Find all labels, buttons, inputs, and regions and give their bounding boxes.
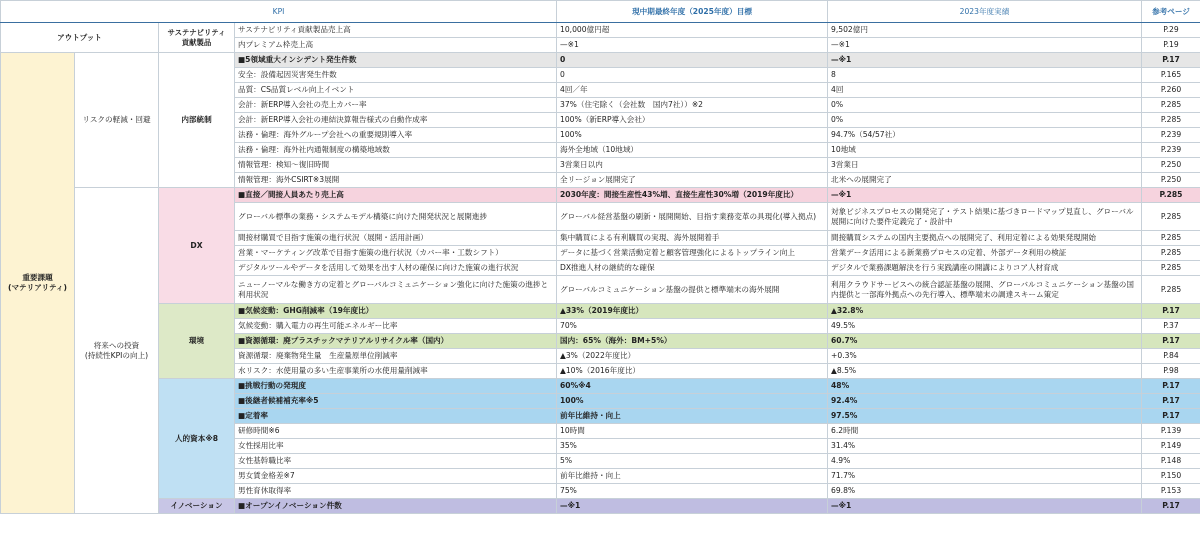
target-cell: 前年比維持・向上: [557, 469, 828, 484]
ref-cell: P.17: [1142, 409, 1200, 424]
ref-cell: P.17: [1142, 379, 1200, 394]
target-cell: —※1: [557, 38, 828, 53]
actual-cell: —※1: [828, 38, 1142, 53]
ref-cell: P.260: [1142, 83, 1200, 98]
target-cell: 100%: [557, 128, 828, 143]
target-cell: グローバル経営基盤の刷新・展開開始、目指す業務変革の具現化(導入拠点): [557, 203, 828, 231]
actual-cell: ▲8.5%: [828, 364, 1142, 379]
actual-cell: 0%: [828, 98, 1142, 113]
ref-cell: P.250: [1142, 158, 1200, 173]
kpi-cell: サステナビリティ貢献製品売上高: [235, 23, 557, 38]
target-header: 現中期最終年度（2025年度）目標: [557, 1, 828, 23]
actual-cell: —※1: [828, 188, 1142, 203]
target-cell: 3営業日以内: [557, 158, 828, 173]
group-environment: 環境: [159, 304, 235, 379]
target-cell: 国内：65%（海外：BM+5%）: [557, 334, 828, 349]
actual-cell: 60.7%: [828, 334, 1142, 349]
kpi-cell: ■オープンイノベーション件数: [235, 499, 557, 514]
kpi-cell: グローバル標準の業務・システムモデル構築に向けた開発状況と展開進捗: [235, 203, 557, 231]
subcategory-risk: リスクの軽減・回避: [75, 53, 159, 188]
ref-cell: P.19: [1142, 38, 1200, 53]
actual-cell: 69.8%: [828, 484, 1142, 499]
kpi-cell: ■5領域重大インシデント発生件数: [235, 53, 557, 68]
target-cell: 70%: [557, 319, 828, 334]
kpi-cell: デジタルツールやデータを活用して効果を出す人材の確保に向けた施策の進行状況: [235, 261, 557, 276]
target-cell: ▲33%（2019年度比）: [557, 304, 828, 319]
category-materiality: 重要課題 (マテリアリティ): [1, 53, 75, 514]
actual-cell: デジタルで業務課題解決を行う実践講座の開講によりコア人材育成: [828, 261, 1142, 276]
kpi-cell: ■資源循環：廃プラスチックマテリアルリサイクル率（国内）: [235, 334, 557, 349]
actual-cell: 10地域: [828, 143, 1142, 158]
actual-cell: 71.7%: [828, 469, 1142, 484]
kpi-cell: 内プレミアム枠売上高: [235, 38, 557, 53]
kpi-cell: ■気候変動：GHG削減率（19年度比）: [235, 304, 557, 319]
ref-cell: P.250: [1142, 173, 1200, 188]
target-cell: 2030年度：間接生産性43%増、直接生産性30%増（2019年度比）: [557, 188, 828, 203]
group-internal-control: 内部統制: [159, 53, 235, 188]
target-cell: 0: [557, 68, 828, 83]
group-dx: DX: [159, 188, 235, 304]
target-cell: 全リージョン展開完了: [557, 173, 828, 188]
target-cell: 0: [557, 53, 828, 68]
ref-header: 参考ページ: [1142, 1, 1200, 23]
ref-cell: P.285: [1142, 246, 1200, 261]
target-cell: 海外全地域（10地域）: [557, 143, 828, 158]
target-cell: データに基づく営業活動定着と顧客管理強化によるトップライン向上: [557, 246, 828, 261]
ref-cell: P.285: [1142, 188, 1200, 203]
ref-cell: P.17: [1142, 53, 1200, 68]
kpi-cell: 会計：新ERP導入会社の連結決算報告様式の自動作成率: [235, 113, 557, 128]
kpi-cell: 女性基幹職比率: [235, 454, 557, 469]
actual-cell: 94.7%（54/57社）: [828, 128, 1142, 143]
kpi-cell: 研修時間※6: [235, 424, 557, 439]
actual-cell: 6.2時間: [828, 424, 1142, 439]
target-cell: グローバルコミュニケーション基盤の提供と標準端末の海外展開: [557, 276, 828, 304]
kpi-cell: ニューノーマルな働き方の定着とグローバルコミュニケーション強化に向けた施策の進捗と利用状況: [235, 276, 557, 304]
ref-cell: P.17: [1142, 304, 1200, 319]
actual-cell: 8: [828, 68, 1142, 83]
actual-cell: 97.5%: [828, 409, 1142, 424]
target-cell: 集中購買による有利購買の実現、海外展開着手: [557, 231, 828, 246]
actual-cell: 31.4%: [828, 439, 1142, 454]
target-cell: DX推進人材の継続的な確保: [557, 261, 828, 276]
actual-header: 2023年度実績: [828, 1, 1142, 23]
target-cell: 75%: [557, 484, 828, 499]
target-cell: 37%（住宅除く（会社数 国内7社））※2: [557, 98, 828, 113]
kpi-cell: ■直接／間接人員あたり売上高: [235, 188, 557, 203]
kpi-cell: 法務・倫理：海外社内通報制度の構築地域数: [235, 143, 557, 158]
actual-cell: 北米への展開完了: [828, 173, 1142, 188]
kpi-cell: 会計：新ERP導入会社の売上カバー率: [235, 98, 557, 113]
kpi-cell: 水リスク：水使用量の多い生産事業所の水使用量削減率: [235, 364, 557, 379]
kpi-cell: 男性育休取得率: [235, 484, 557, 499]
target-cell: ▲3%（2022年度比）: [557, 349, 828, 364]
target-cell: 100%（新ERP導入会社）: [557, 113, 828, 128]
target-cell: 10,000億円超: [557, 23, 828, 38]
ref-cell: P.285: [1142, 113, 1200, 128]
ref-cell: P.149: [1142, 439, 1200, 454]
target-cell: —※1: [557, 499, 828, 514]
ref-cell: P.165: [1142, 68, 1200, 83]
kpi-cell: 間接材購買で目指す施策の進行状況（展開・活用計画）: [235, 231, 557, 246]
ref-cell: P.285: [1142, 261, 1200, 276]
group-human-capital: 人的資本※8: [159, 379, 235, 499]
kpi-cell: 女性採用比率: [235, 439, 557, 454]
kpi-cell: 資源循環：廃棄物発生量 生産量原単位削減率: [235, 349, 557, 364]
kpi-cell: 品質：CS品質レベル向上イベント: [235, 83, 557, 98]
kpi-cell: ■挑戦行動の発現度: [235, 379, 557, 394]
kpi-cell: ■後継者候補補充率※5: [235, 394, 557, 409]
ref-cell: P.98: [1142, 364, 1200, 379]
kpi-cell: 営業・マーケティング改革で目指す施策の進行状況（カバー率・工数シフト）: [235, 246, 557, 261]
ref-cell: P.29: [1142, 23, 1200, 38]
ref-cell: P.37: [1142, 319, 1200, 334]
actual-cell: 92.4%: [828, 394, 1142, 409]
target-cell: 4回／年: [557, 83, 828, 98]
kpi-cell: 情報管理：海外CSIRT※3展開: [235, 173, 557, 188]
ref-cell: P.139: [1142, 424, 1200, 439]
kpi-cell: 安全：設備起因災害発生件数: [235, 68, 557, 83]
actual-cell: 利用クラウドサービスへの統合認証基盤の展開、グローバルコミュニケーション基盤の国内提供と一部海外拠点への先行導入、標準端末の調達スキーム策定: [828, 276, 1142, 304]
actual-cell: 49.5%: [828, 319, 1142, 334]
target-cell: ▲10%（2016年度比）: [557, 364, 828, 379]
actual-cell: 営業データ活用による新業務プロセスの定着、外部データ利用の検証: [828, 246, 1142, 261]
actual-cell: 3営業日: [828, 158, 1142, 173]
ref-cell: P.148: [1142, 454, 1200, 469]
kpi-cell: 法務・倫理：海外グループ会社への重要規則導入率: [235, 128, 557, 143]
actual-cell: 対象ビジネスプロセスの開発完了・テスト結果に基づきロードマップ見直し、グローバル展開に向けた要件定義完了・設計中: [828, 203, 1142, 231]
ref-cell: P.17: [1142, 334, 1200, 349]
ref-cell: P.17: [1142, 394, 1200, 409]
ref-cell: P.285: [1142, 276, 1200, 304]
actual-cell: +0.3%: [828, 349, 1142, 364]
kpi-cell: 情報管理：検知～復旧時間: [235, 158, 557, 173]
actual-cell: —※1: [828, 499, 1142, 514]
actual-cell: —※1: [828, 53, 1142, 68]
ref-cell: P.239: [1142, 128, 1200, 143]
ref-cell: P.84: [1142, 349, 1200, 364]
ref-cell: P.285: [1142, 231, 1200, 246]
target-cell: 10時間: [557, 424, 828, 439]
target-cell: 前年比維持・向上: [557, 409, 828, 424]
actual-cell: 間接購買システムの国内主要拠点への展開完了、利用定着による効果発現開始: [828, 231, 1142, 246]
actual-cell: 0%: [828, 113, 1142, 128]
actual-cell: 4.9%: [828, 454, 1142, 469]
ref-cell: P.150: [1142, 469, 1200, 484]
target-cell: 100%: [557, 394, 828, 409]
actual-cell: 4回: [828, 83, 1142, 98]
actual-cell: 48%: [828, 379, 1142, 394]
ref-cell: P.285: [1142, 98, 1200, 113]
actual-cell: 9,502億円: [828, 23, 1142, 38]
kpi-header: KPI: [1, 1, 557, 23]
group-innovation: イノベーション: [159, 499, 235, 514]
category-output: アウトプット: [1, 23, 159, 53]
target-cell: 5%: [557, 454, 828, 469]
actual-cell: ▲32.8%: [828, 304, 1142, 319]
ref-cell: P.17: [1142, 499, 1200, 514]
kpi-cell: ■定着率: [235, 409, 557, 424]
subcategory-future: 将来への投資 (持続性KPIの向上): [75, 188, 159, 514]
kpi-cell: 気候変動：購入電力の再生可能エネルギー比率: [235, 319, 557, 334]
ref-cell: P.153: [1142, 484, 1200, 499]
ref-cell: P.239: [1142, 143, 1200, 158]
target-cell: 35%: [557, 439, 828, 454]
kpi-cell: 男女賃金格差※7: [235, 469, 557, 484]
group-sustainability-products: サステナビリティ 貢献製品: [159, 23, 235, 53]
target-cell: 60%※4: [557, 379, 828, 394]
ref-cell: P.285: [1142, 203, 1200, 231]
